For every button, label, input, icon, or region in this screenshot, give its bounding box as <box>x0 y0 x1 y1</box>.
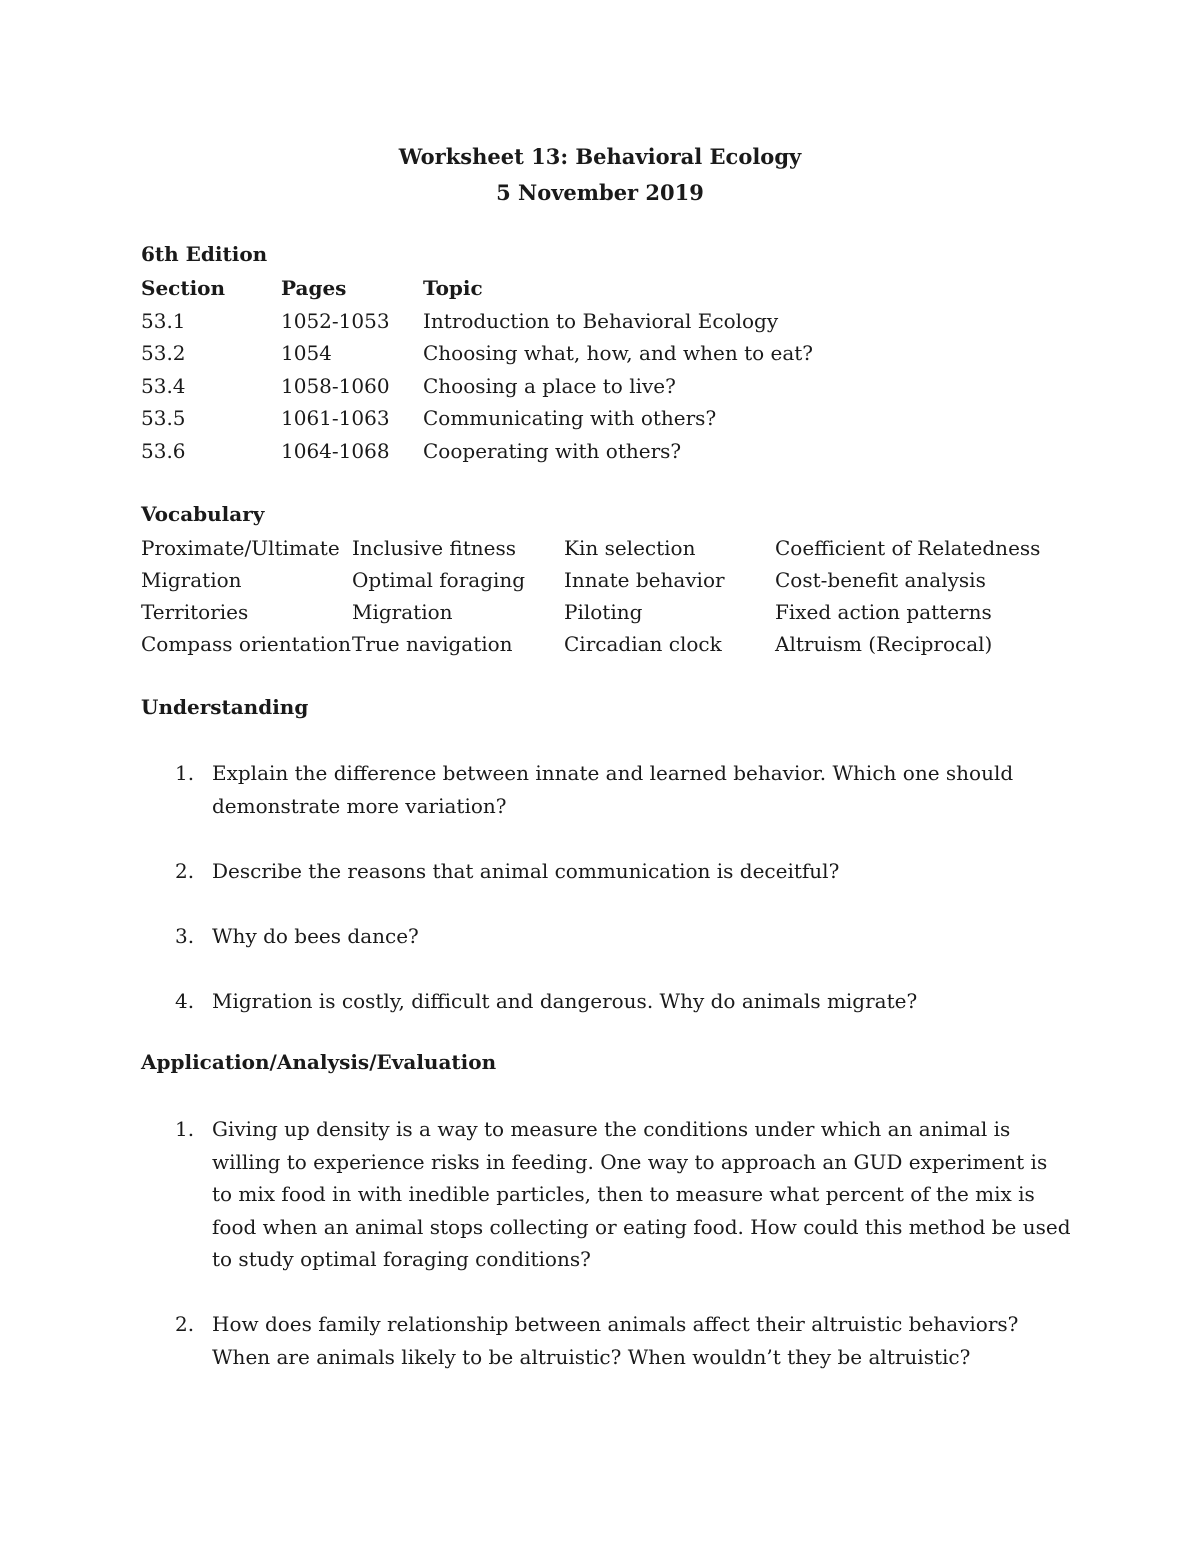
list-item <box>141 920 1071 953</box>
application-heading: Application/Analysis/Evaluation <box>141 1050 497 1074</box>
topic-cell: Communicating with others? <box>423 406 717 431</box>
vocabulary-term: Piloting <box>564 600 643 624</box>
worksheet-title: Worksheet 13: Behavioral Ecology <box>398 144 802 169</box>
understanding-questions <box>141 757 1071 1050</box>
question-text: How does family relationship between animals affect their altruistic behaviors? When are animals likely to be altruistic? When wouldn’t they be altruistic? <box>212 1312 1019 1369</box>
pages-cell: 1054 <box>281 341 332 366</box>
question-text: Why do bees dance? <box>212 923 419 948</box>
section-cell: 53.4 <box>141 373 186 398</box>
question-text: Migration is costly, difficult and dangerous. Why do animals migrate? <box>212 988 918 1013</box>
vocabulary-term: Kin selection <box>564 536 696 560</box>
section-cell: 53.1 <box>141 308 186 333</box>
topic-cell: Choosing a place to live? <box>423 373 676 398</box>
vocabulary-heading: Vocabulary <box>141 502 265 526</box>
question-number: 3. <box>175 923 195 948</box>
section-cell: 53.6 <box>141 438 186 463</box>
topic-cell: Introduction to Behavioral Ecology <box>423 308 779 333</box>
section-cell: 53.2 <box>141 341 186 366</box>
list-item <box>141 855 1071 888</box>
question-text: Explain the difference between innate and learned behavior. Which one should demonstrate more variation? <box>212 761 1014 818</box>
application-questions <box>141 1113 1071 1406</box>
pages-cell: 1064-1068 <box>281 438 390 463</box>
vocabulary-term: Cost-benefit analysis <box>775 568 986 592</box>
question-number: 4. <box>175 988 195 1013</box>
vocabulary-term: True navigation <box>352 632 513 656</box>
column-header-topic: Topic <box>423 276 483 300</box>
worksheet-date: 5 November 2019 <box>496 180 704 205</box>
vocabulary-term: Migration <box>352 600 453 624</box>
question-number: 2. <box>175 858 195 883</box>
topic-cell: Choosing what, how, and when to eat? <box>423 341 814 366</box>
vocabulary-term: Territories <box>141 600 249 624</box>
question-number: 2. <box>175 1312 195 1336</box>
question-text: Giving up density is a way to measure the conditions under which an animal is willing to experience risks in feeding. One way to approach an GUD experiment is to mix food in with inedible particles, then to measure what percent of the mix is food when an animal stops collecting or eating food. How could this method be used to study optimal foraging conditions? <box>212 1117 1071 1271</box>
vocabulary-term: Optimal foraging <box>352 568 526 592</box>
question-text: Describe the reasons that animal communication is deceitful? <box>212 858 840 883</box>
understanding-heading: Understanding <box>141 695 309 719</box>
list-item <box>141 985 1071 1018</box>
column-header-pages: Pages <box>281 276 347 300</box>
question-number: 1. <box>175 761 195 785</box>
vocabulary-term: Inclusive fitness <box>352 536 517 560</box>
vocabulary-term: Altruism (Reciprocal) <box>775 632 993 656</box>
list-item <box>141 757 1071 822</box>
question-number: 1. <box>175 1117 195 1141</box>
section-cell: 53.5 <box>141 406 186 431</box>
pages-cell: 1058-1060 <box>281 373 390 398</box>
pages-cell: 1052-1053 <box>281 308 390 333</box>
edition-heading: 6th Edition <box>141 242 268 266</box>
column-header-section: Section <box>141 276 226 300</box>
list-item <box>141 1308 1071 1373</box>
vocabulary-term: Circadian clock <box>564 632 722 656</box>
vocabulary-term: Compass orientation <box>141 632 351 656</box>
topic-cell: Cooperating with others? <box>423 438 682 463</box>
vocabulary-term: Proximate/Ultimate <box>141 536 340 560</box>
vocabulary-term: Coefficient of Relatedness <box>775 536 1041 560</box>
vocabulary-term: Innate behavior <box>564 568 725 592</box>
list-item <box>141 1113 1071 1276</box>
vocabulary-term: Fixed action patterns <box>775 600 992 624</box>
vocabulary-term: Migration <box>141 568 242 592</box>
pages-cell: 1061-1063 <box>281 406 390 431</box>
